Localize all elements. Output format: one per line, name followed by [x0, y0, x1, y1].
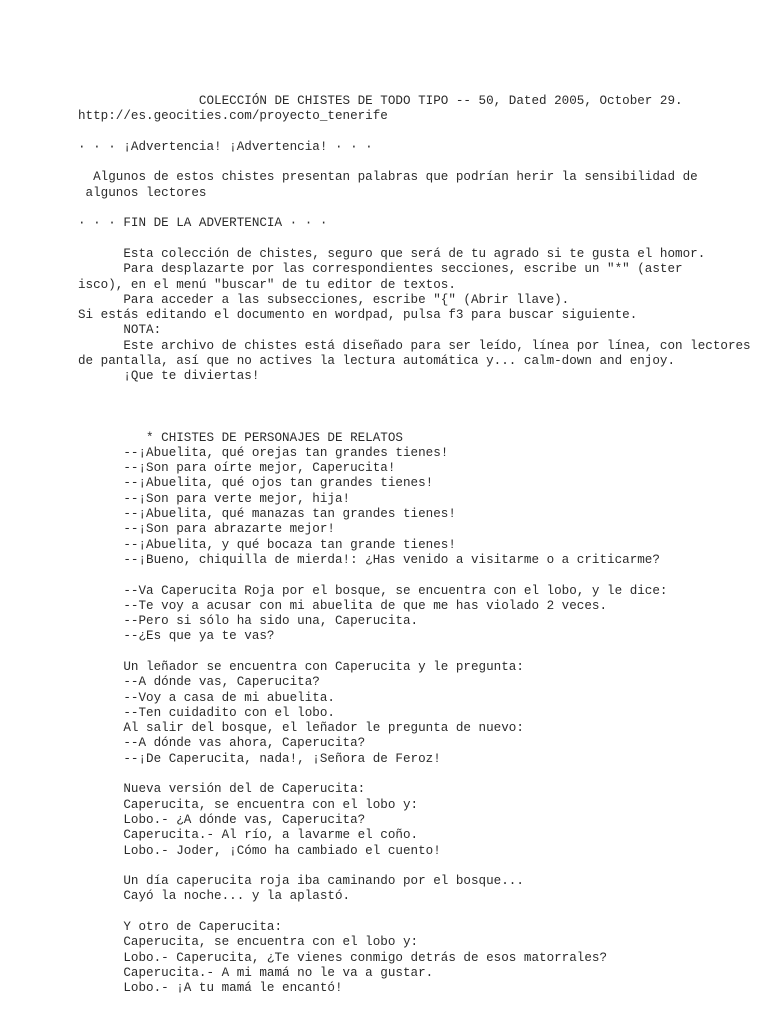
document-text	[78, 94, 764, 997]
joke-line: Lobo.- Joder, ¡Cómo ha cambiado el cuento!	[78, 843, 441, 858]
intro-line: Esta colección de chistes, seguro que será de tu agrado si te gusta el homor.	[78, 246, 706, 261]
joke-line: --¡Son para verte mejor, hija!	[78, 491, 351, 506]
joke-line: Caperucita.- A mi mamá no le va a gustar.	[78, 965, 434, 980]
warning-text: algunos lectores	[78, 185, 207, 200]
intro-line: Este archivo de chistes está diseñado para ser leído, línea por línea, con lectores	[78, 338, 751, 353]
joke-line: --¡Abuelita, y qué bocaza tan grande tienes!	[78, 537, 456, 552]
joke-line: Lobo.- ¡A tu mamá le encantó!	[78, 981, 343, 996]
document-title: COLECCIÓN DE CHISTES DE TODO TIPO -- 50, Dated 2005, October 29.	[78, 94, 683, 108]
joke-line: --Pero si sólo ha sido una, Caperucita.	[78, 614, 419, 629]
joke-line: Y otro de Caperucita:	[78, 920, 283, 935]
joke-line: --¡Son para oírte mejor, Caperucita!	[78, 461, 396, 476]
joke-line: --¿Es que ya te vas?	[78, 629, 275, 644]
source-url: http://es.geocities.com/proyecto_tenerife	[78, 109, 388, 124]
warning-heading: · · · ¡Advertencia! ¡Advertencia! · · ·	[78, 139, 373, 154]
joke-line: Un leñador se encuentra con Caperucita y le pregunta:	[78, 659, 524, 674]
warning-text: Algunos de estos chistes presentan palabras que podrían herir la sensibilidad de	[78, 170, 698, 185]
joke-line: --Voy a casa de mi abuelita.	[78, 690, 335, 705]
intro-line: NOTA:	[78, 323, 162, 338]
joke-line: --A dónde vas, Caperucita?	[78, 675, 320, 690]
joke-line: --Te voy a acusar con mi abuelita de que me has violado 2 veces.	[78, 598, 608, 613]
joke-line: Lobo.- Caperucita, ¿Te vienes conmigo detrás de esos matorrales?	[78, 950, 608, 965]
intro-line: isco), en el menú "buscar" de tu editor de textos.	[78, 277, 456, 292]
joke-line: Al salir del bosque, el leñador le pregunta de nuevo:	[78, 721, 524, 736]
joke-line: Lobo.- ¿A dónde vas, Caperucita?	[78, 812, 366, 827]
joke-line: Un día caperucita roja iba caminando por el bosque...	[78, 874, 524, 889]
intro-line: Para acceder a las subsecciones, escribe "{" (Abrir llave).	[78, 292, 570, 307]
joke-line: --¡Son para abrazarte mejor!	[78, 522, 335, 537]
intro-line: Si estás editando el documento en wordpad, pulsa f3 para buscar siguiente.	[78, 308, 638, 323]
intro-line: ¡Que te diviertas!	[78, 369, 260, 384]
joke-line: --¡Abuelita, qué ojos tan grandes tienes!	[78, 476, 434, 491]
joke-line: Caperucita, se encuentra con el lobo y:	[78, 797, 419, 812]
joke-line: Cayó la noche... y la aplastó.	[78, 889, 351, 904]
intro-line: Para desplazarte por las correspondientes secciones, escribe un "*" (aster	[78, 262, 683, 277]
joke-line: Caperucita.- Al río, a lavarme el coño.	[78, 828, 419, 843]
joke-line: --A dónde vas ahora, Caperucita?	[78, 736, 366, 751]
section-heading: * CHISTES DE PERSONAJES DE RELATOS	[78, 430, 403, 445]
joke-line: --Va Caperucita Roja por el bosque, se encuentra con el lobo, y le dice:	[78, 583, 668, 598]
intro-line: de pantalla, así que no actives la lectura automática y... calm-down and enjoy.	[78, 354, 676, 369]
joke-line: --Ten cuidadito con el lobo.	[78, 705, 335, 720]
joke-line: Caperucita, se encuentra con el lobo y:	[78, 935, 419, 950]
joke-line: --¡Bueno, chiquilla de mierda!: ¿Has venido a visitarme o a criticarme?	[78, 552, 660, 567]
joke-line: --¡Abuelita, qué orejas tan grandes tienes!	[78, 445, 449, 460]
warning-end: · · · FIN DE LA ADVERTENCIA · · ·	[78, 216, 328, 231]
joke-line: --¡De Caperucita, nada!, ¡Señora de Feroz!	[78, 751, 441, 766]
joke-line: Nueva versión del de Caperucita:	[78, 782, 366, 797]
joke-line: --¡Abuelita, qué manazas tan grandes tienes!	[78, 507, 456, 522]
